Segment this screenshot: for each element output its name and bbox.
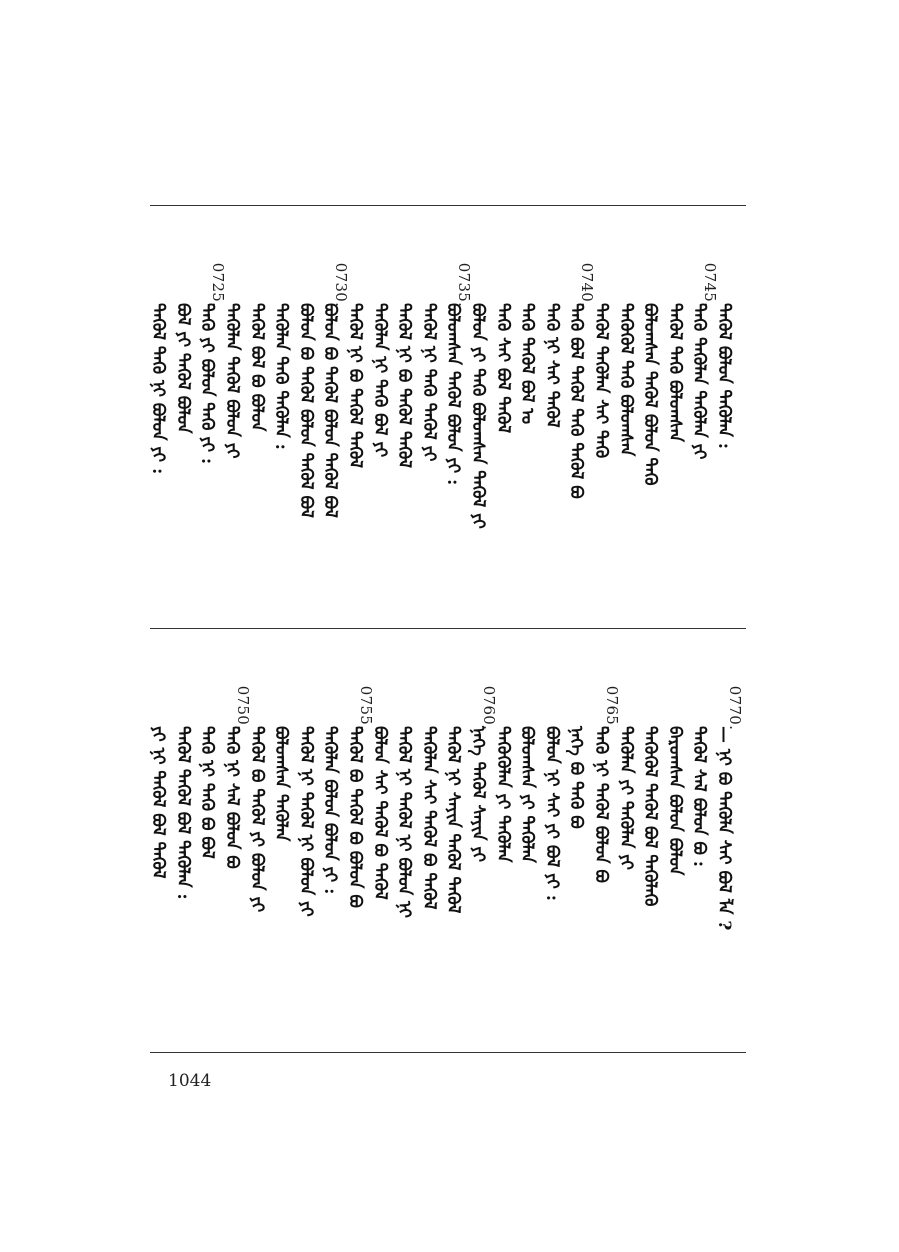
verse-line: [394, 245, 428, 595]
verse-line: [640, 668, 674, 1018]
line-number: 0725.: [209, 262, 228, 308]
verse-line: [664, 668, 699, 1018]
verse-text: ᠲᠡᠭᠦ ᠲᠡᠭᠦᠯᠡᠨ ᠲᠡᠭᠦᠯᠡᠨ ᠶᠢ: [689, 303, 710, 460]
verse-text: ᠲᠡᠭᠦᠯᠡᠨ ᠨᠢ ᠲᠡᠭᠦ ᠪᠣᠯ ᠶᠢ: [369, 303, 390, 458]
verse-line: [345, 245, 379, 595]
verse-text: ᠲᠡᠭᠦᠯ ᠲᠡᠭᠦᠯᠡᠨ ᠰᠠᠶ ᠲᠡᠭᠦ: [591, 303, 611, 459]
verse-line: [566, 245, 600, 595]
verse-text: ᠲᠡᠭᠦᠯ ᠨᠢ ᠪᠣ ᠲᠡᠭᠦᠯ ᠲᠡᠭᠦᠯ: [394, 303, 415, 469]
verse-line: [468, 668, 502, 1018]
verse-text: ᠪᠣᠯᠤᠭᠰᠠᠨ ᠲᠡᠭᠦᠯ ᠪᠣᠯᠤᠨ ᠶᠢ :: [443, 303, 464, 486]
line-number: 0745.: [701, 262, 720, 308]
verse-line: [468, 245, 502, 595]
verse-line: [418, 245, 453, 595]
verse-text: ᠲᠡᠭᠦᠯᠡᠨ ᠰᠠᠶ ᠲᠡᠭᠦᠯ ᠪᠣ ᠲᠡᠭᠦᠯ: [418, 726, 439, 910]
verse-text: ᠲᠡᠭᠦᠯ ᠪᠣᠯᠤᠨ ᠲᠡᠭᠦᠯᠡᠨ :: [714, 303, 734, 450]
verse-line: [615, 668, 650, 1018]
verse-text: ᠲᠡᠭᠦ ᠨᠢ ᠲᠡᠭᠦᠯ ᠪᠣᠯᠤᠨ ᠪᠣ: [591, 726, 611, 883]
verse-line: [664, 245, 699, 595]
verse-line: [222, 668, 256, 1018]
verse-block-lower: [150, 628, 746, 1052]
verse-line: [246, 245, 281, 595]
verse-line: [246, 668, 281, 1018]
verse-line: [345, 668, 379, 1018]
verse-line: [295, 668, 330, 1018]
verse-line: [591, 245, 625, 595]
line-number: 0740.: [578, 262, 597, 308]
verse-line: [517, 245, 551, 595]
verse-text: ᠲᠡᠭᠦᠯ ᠲᠡᠭᠦᠯ ᠪᠣᠯ ᠲᠡᠭᠦᠯᠡᠨ :: [172, 726, 193, 900]
verse-text: ᠲᠡᠭᠦᠭᠦᠯᠡᠨ ᠶᠢ ᠲᠡᠭᠦᠯᠡᠨ: [492, 726, 513, 863]
verse-line: [148, 245, 182, 595]
line-number: 0750.: [234, 685, 252, 731]
verse-line: [172, 245, 207, 595]
verse-line: [369, 245, 404, 595]
verse-text: ᠪᠣᠯᠤᠭᠰᠠᠨ ᠲᠡᠭᠦᠯ ᠪᠣᠯᠤᠨ ᠲᠡᠭᠦ: [640, 303, 661, 486]
verse-line: [418, 668, 453, 1018]
verse-line: [689, 668, 723, 1018]
verse-text: ᠲᠡᠭᠦᠯ ᠨᠢ ᠰᠠᠶᠢᠨ ᠲᠡᠭᠦᠯ ᠲᠡᠭᠦᠯ: [443, 726, 464, 914]
page-number: 1044: [168, 1071, 212, 1091]
verse-line: [172, 668, 207, 1018]
line-number: 0730.: [332, 262, 351, 308]
verse-line: [689, 245, 723, 595]
verse-line: [714, 245, 748, 595]
verse-text: ᠲᠡᠭᠦᠯ ᠨᠢ ᠲᠡᠭᠦᠯ ᠨᠢ ᠪᠣᠯᠤᠨ ᠶᠢ: [295, 726, 316, 917]
verse-text: ᠪᠣᠯᠤᠨ ᠶᠢ ᠲᠡᠭᠦ ᠪᠣᠯᠤᠭᠰᠠᠨ ᠲᠡᠭᠦᠯ ᠶᠢ: [468, 303, 488, 529]
verse-text: ᠲᠡᠭᠦᠯ ᠨᠢ ᠲᠡᠭᠦ ᠲᠡᠭᠦᠯ ᠶᠢ: [418, 303, 439, 462]
verse-text: ᠪᠣᠯᠤᠨ ᠪᠣ ᠲᠡᠭᠦᠯ ᠪᠣᠯᠤᠨ ᠲᠡᠭᠦᠯ ᠪᠣᠯ: [320, 303, 341, 518]
verse-line: [640, 245, 674, 595]
verse-line: [615, 245, 650, 595]
verse-line: [566, 668, 600, 1018]
verse-text: ᠲᠡᠭᠦᠭᠦᠯ ᠲᠡᠭᠦ ᠪᠣᠯᠤᠭᠰᠠᠨ: [615, 303, 636, 457]
verse-text: ᠪᠣᠯᠤᠭᠰᠠᠨ ᠲᠡᠭᠦᠯᠡᠨ: [271, 726, 292, 842]
verse-text: ᠪᠣᠯᠤᠨ ᠰᠠᠶ ᠲᠡᠭᠦᠯ ᠪᠣ ᠲᠡᠭᠦᠯ: [369, 726, 390, 900]
verse-text: ᠲᠡᠭᠦᠯ ᠲᠡᠭᠦ ᠨᠢ ᠪᠣᠯᠤᠨ ᠶᠢ :: [148, 303, 169, 475]
verse-text: ᠲᠡᠭᠦᠯ ᠰᠡᠯ ᠪᠣᠯᠤᠨ ᠪᠣ :: [689, 726, 710, 868]
verse-line: [295, 245, 330, 595]
verse-text: ᠲᠡᠭᠦᠯᠡᠨ ᠲᠡᠭᠦ ᠲᠡᠭᠦᠯᠡᠨ :: [271, 303, 292, 450]
verse-text: ᠲᠡᠭᠦ ᠨᠢ ᠰᠡᠯ ᠪᠣᠯᠤᠨ ᠪᠣ: [222, 726, 242, 869]
verse-line: [320, 245, 354, 595]
verse-line: [541, 668, 576, 1018]
verse-text: ᠨᠡᠭᠡ ᠪᠣ ᠲᠡᠭᠦ ᠪᠣ: [566, 726, 587, 829]
verse-line: [320, 668, 354, 1018]
verse-line: [369, 668, 404, 1018]
verse-block-upper: [150, 205, 746, 628]
verse-text: ᠪᠣᠯᠤᠨ ᠪᠣ ᠲᠡᠭᠦᠯ ᠪᠣᠯᠤᠨ ᠲᠡᠭᠦᠯ ᠪᠣᠯ: [295, 303, 316, 518]
verse-text: ᠲᠡᠭᠦᠯᠡᠨ ᠲᠡᠭᠦᠯ ᠪᠣᠯᠤᠨ ᠶᠢ: [222, 303, 242, 459]
verse-text: ᠲᠡᠭᠦᠯ ᠲᠡᠭᠦ ᠪᠣᠯᠤᠭᠰᠠᠨ: [664, 303, 685, 443]
verse-line: [197, 668, 231, 1018]
verse-line: [271, 668, 305, 1018]
line-number: 0770.: [726, 685, 744, 731]
verse-text: ᠲᠡᠭᠦᠯᠡᠨ ᠶᠢ ᠲᠡᠭᠦᠯᠡᠨ ᠶᠢ: [615, 726, 636, 870]
verse-text: ᠲᠡᠭᠦ ᠰᠠᠶ ᠪᠣᠯ ᠲᠡᠭᠦᠯ: [492, 303, 513, 434]
verse-text: ᠲᠡᠭᠦᠯ ᠨᠢ ᠪᠣ ᠲᠡᠭᠦᠯ ᠲᠡᠭᠦᠯ: [345, 303, 365, 469]
verse-text: ᠪᠣᠯᠤᠭᠰᠠᠨ ᠶᠢ ᠲᠡᠭᠦᠯᠡᠨ: [517, 726, 538, 863]
verse-text: ᠲᠡᠭᠦ ᠲᠡᠭᠦᠯ ᠪᠣᠯ ᠣ: [517, 303, 538, 425]
verse-line: [492, 245, 527, 595]
verse-text: ᠲᠡᠭᠦᠯ ᠪᠣ ᠲᠡᠭᠦᠯ ᠪᠣ ᠪᠣᠯᠤᠨ ᠪᠣ: [345, 726, 365, 908]
line-number: 0760.: [480, 685, 498, 731]
verse-text: ᠲᠡᠭᠦ ᠪᠣᠯ ᠲᠡᠭᠦᠯ ᠲᠡᠭᠦ ᠲᠡᠭᠦᠯ ᠪᠣ: [566, 303, 587, 499]
verse-text: ᠪᠣᠯ ᠶᠢ ᠲᠡᠭᠦᠯ ᠪᠣᠯᠤᠨ: [172, 303, 193, 434]
verse-text: ᠲᠡᠭᠦᠯᠡᠨ ᠪᠣᠯᠤᠨ ᠪᠣᠯᠤᠨ ᠶᠢ :: [320, 726, 341, 895]
verse-line: [541, 245, 576, 595]
verse-text: — ᠨᠢ ᠪᠣ ᠲᠡᠭᠦᠯᠡ ᠰᠠᠶ ᠪᠣᠯ ᠯᠡ ?: [714, 726, 734, 931]
verse-line: [443, 245, 477, 595]
verse-line: [222, 245, 256, 595]
verse-text: ᠶᠢ ᠨᠢ ᠲᠡᠭᠦᠯ ᠪᠣᠯ ᠲᠡᠭᠦᠯ: [148, 726, 169, 879]
verse-text: ᠨᠡᠭᠡ ᠲᠡᠭᠦᠯ ᠰᠠᠶᠢᠨ ᠶᠢ: [468, 726, 488, 863]
verse-text: ᠲᠡᠭᠦᠭᠦᠯ ᠲᠡᠭᠦᠯ ᠪᠣᠯ ᠲᠡᠭᠦᠯᠡᠭᠦ: [640, 726, 661, 907]
line-number: 0755.: [357, 685, 375, 731]
verse-line: [394, 668, 428, 1018]
verse-line: [517, 668, 551, 1018]
verse-text: ᠲᠡᠭᠦ ᠨᠢ ᠲᠡᠭᠦ ᠪᠣ ᠪᠣᠯ: [197, 726, 218, 859]
line-number: 0735.: [455, 262, 474, 308]
verse-line: [271, 245, 305, 595]
verse-line: [148, 668, 182, 1018]
bottom-rule: [150, 1052, 746, 1053]
verse-text: ᠲᠡᠭᠦ ᠶᠢ ᠪᠣᠯᠤᠨ ᠲᠡᠭᠦ ᠶᠢ :: [197, 303, 218, 465]
verse-text: ᠲᠡᠭᠦᠯ ᠪᠣᠯ ᠪᠣ ᠪᠣᠯᠤᠨ: [246, 303, 267, 432]
verse-line: [492, 668, 527, 1018]
verse-text: ᠪᠠᠷᠤᠭᠰᠠᠨ ᠪᠣᠯᠤᠨ ᠪᠣᠯᠤᠨ: [664, 726, 685, 876]
verse-line: [591, 668, 625, 1018]
line-number: 0765.: [603, 685, 621, 731]
verse-text: ᠪᠣᠯᠤᠨ ᠨᠢ ᠰᠠᠶ ᠶᠢ ᠪᠣᠯ ᠶᠢ :: [541, 726, 562, 901]
verse-text: ᠲᠡᠭᠦᠯ ᠪᠣ ᠲᠡᠭᠦᠯ ᠶᠢ ᠪᠣᠯᠤᠨ ᠶᠢ: [246, 726, 267, 913]
verse-text: ᠲᠡᠭᠦᠯ ᠨᠢ ᠲᠡᠭᠦᠯ ᠨᠢ ᠪᠣᠯᠤᠨ ᠨᠢ: [394, 726, 415, 918]
verse-line: [714, 668, 748, 1018]
verse-text: ᠲᠡᠭᠦ ᠨᠢ ᠰᠠᠶ ᠲᠡᠭᠦᠯ: [541, 303, 562, 428]
verse-line: [197, 245, 231, 595]
verse-line: [443, 668, 477, 1018]
